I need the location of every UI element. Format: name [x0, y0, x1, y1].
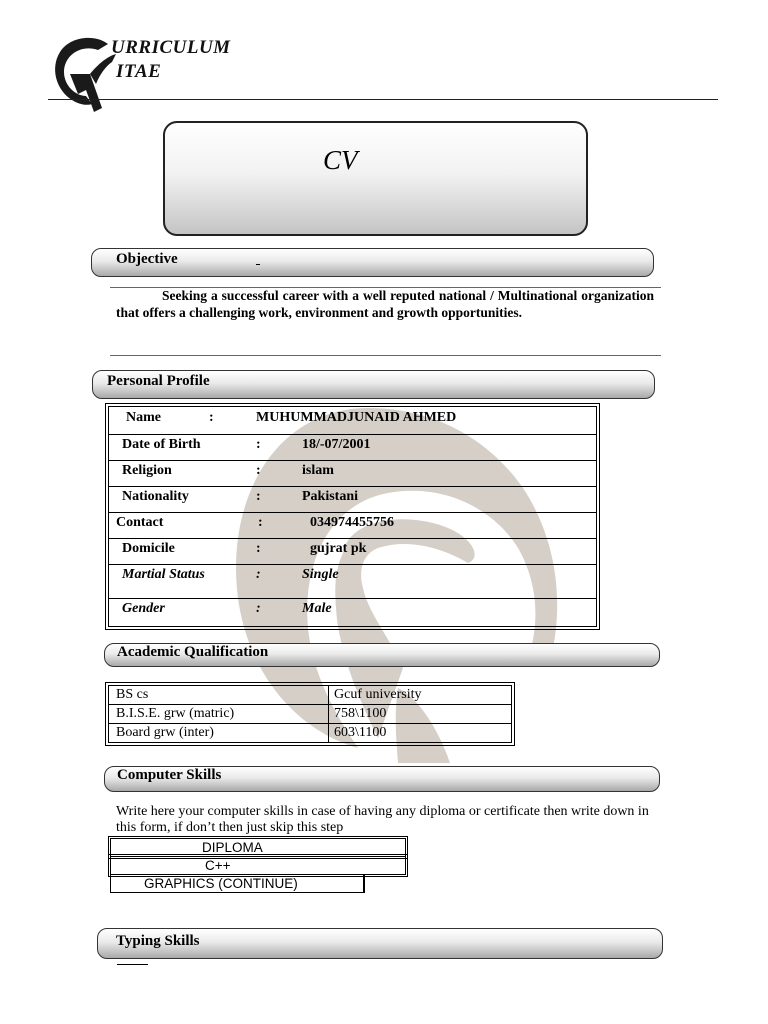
logo-text-line1: URRICULUM	[111, 37, 231, 58]
section-bar-objective	[91, 248, 654, 277]
header-rule	[48, 99, 718, 100]
column-divider	[328, 686, 329, 704]
cv-title: CV	[323, 145, 358, 175]
academic-table	[108, 685, 512, 743]
computer-skills-text: Write here your computer skills in case of having any diploma or certificate then write down in this form, if don’t then just skip this step	[116, 804, 649, 835]
sep-marital-status: :	[256, 567, 261, 582]
sep-contact: :	[258, 515, 263, 530]
label-contact: Contact	[116, 515, 164, 530]
value-nationality: Pakistani	[302, 489, 359, 504]
cv-title-box	[163, 121, 588, 236]
sep-religion: :	[256, 463, 261, 478]
label-domicile: Domicile	[122, 541, 175, 556]
table-row	[109, 686, 511, 705]
sep-nationality: :	[256, 489, 261, 504]
sep-dob: :	[256, 437, 261, 452]
section-bar-academic	[104, 643, 660, 667]
objective-text: Seeking a successful career with a well reputed national / Multinational organization that offers a challenging work, environment and growth opportunities.	[116, 288, 654, 320]
typing-skills-rule	[117, 964, 148, 965]
column-divider	[328, 724, 329, 742]
objective-bottom-rule	[110, 355, 661, 356]
section-bar-personal-profile	[92, 370, 655, 399]
label-marital-status: Martial Status	[122, 567, 205, 582]
section-title-typing-skills: Typing Skills	[116, 933, 200, 949]
cv-monogram-icon	[50, 34, 120, 114]
list-item	[110, 838, 406, 857]
section-title-personal-profile: Personal Profile	[107, 373, 210, 389]
value-name: MUHUMMADJUNAID AHMED	[256, 410, 457, 425]
table-row	[109, 724, 511, 742]
table-row	[109, 460, 596, 487]
sep-domicile: :	[256, 541, 261, 556]
table-row	[109, 564, 596, 599]
label-name: Name	[126, 410, 161, 425]
skill-item: DIPLOMA	[202, 840, 263, 855]
table-row	[109, 598, 596, 625]
academic-result: Gcuf university	[334, 687, 422, 702]
underscore-mark	[256, 264, 260, 265]
label-gender: Gender	[122, 601, 165, 616]
section-bar-typing-skills	[97, 928, 663, 959]
table-row	[109, 705, 511, 724]
section-title-computer-skills: Computer Skills	[117, 767, 222, 783]
list-item	[110, 874, 365, 893]
personal-profile-table	[108, 406, 597, 627]
table-row	[109, 512, 596, 539]
column-divider	[328, 705, 329, 723]
section-title-objective: Objective	[116, 251, 178, 267]
skill-item: C++	[205, 858, 231, 873]
academic-degree: BS cs	[116, 687, 149, 702]
label-religion: Religion	[122, 463, 172, 478]
table-row	[109, 434, 596, 461]
table-row	[109, 407, 596, 435]
label-dob: Date of Birth	[122, 437, 201, 452]
value-contact: 034974455756	[310, 515, 394, 530]
table-row	[109, 538, 596, 565]
sep-name: :	[209, 410, 214, 425]
table-row	[109, 486, 596, 513]
value-domicile: gujrat pk	[310, 541, 367, 556]
academic-degree: Board grw (inter)	[116, 725, 214, 740]
value-religion: islam	[302, 463, 334, 478]
label-nationality: Nationality	[122, 489, 189, 504]
section-title-academic: Academic Qualification	[117, 644, 269, 660]
academic-result: 603\1100	[334, 725, 387, 740]
value-dob: 18/-07/2001	[302, 437, 371, 452]
value-gender: Male	[302, 601, 332, 616]
academic-result: 758\1100	[334, 706, 387, 721]
skill-item: GRAPHICS (CONTINUE)	[144, 876, 298, 891]
section-bar-computer-skills	[104, 766, 660, 792]
value-marital-status: Single	[302, 567, 339, 582]
academic-degree: B.I.S.E. grw (matric)	[116, 706, 235, 721]
list-item	[110, 856, 406, 875]
logo-text-line2: ITAE	[116, 61, 162, 82]
sep-gender: :	[256, 601, 261, 616]
